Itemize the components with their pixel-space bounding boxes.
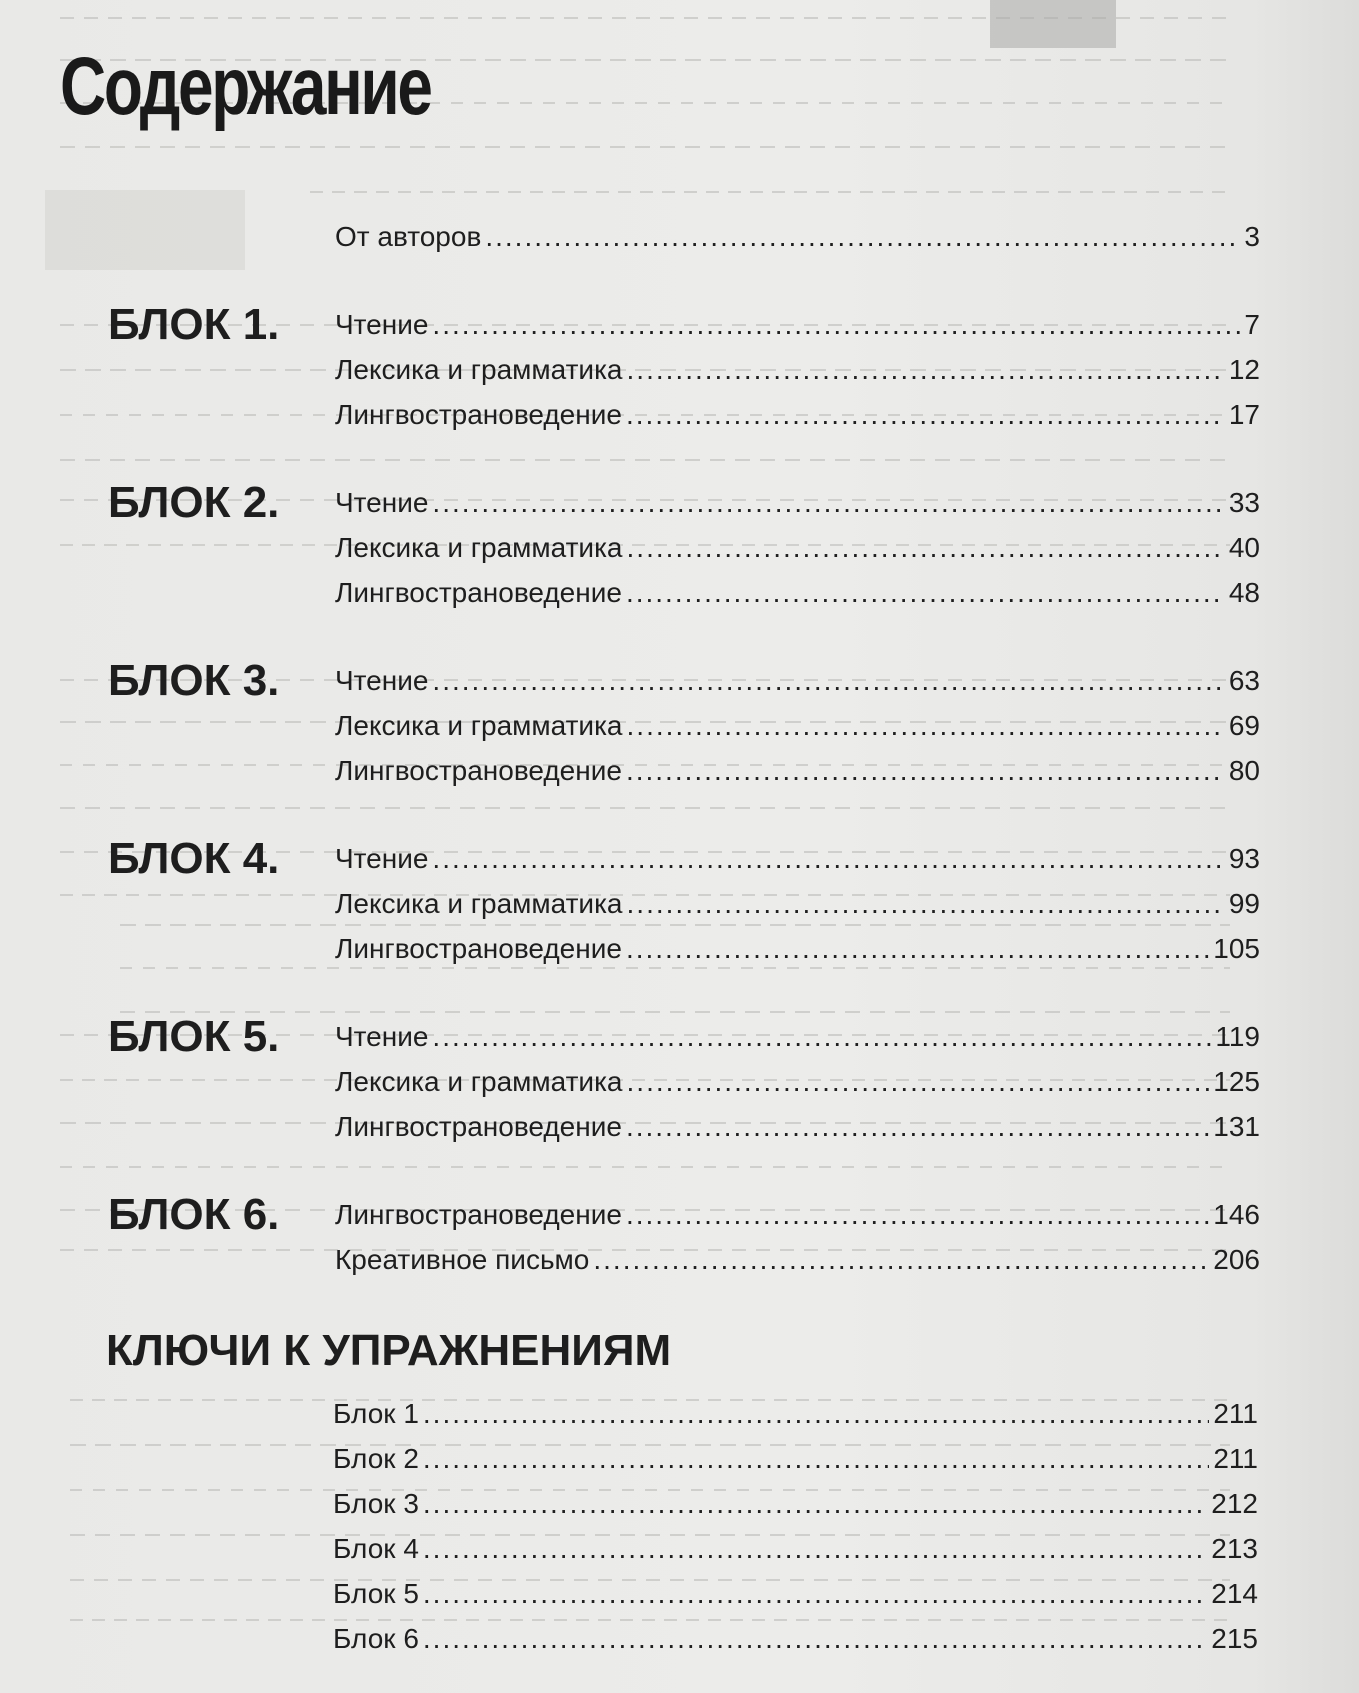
dot-leader	[432, 1021, 1211, 1053]
toc-page-number: 80	[1228, 755, 1260, 786]
toc-entry-label: Чтение	[335, 309, 429, 340]
toc-entry-label: Блок 2	[333, 1443, 419, 1474]
toc-entry	[333, 1533, 1258, 1573]
toc-entry-label: Лингвострановедение	[335, 1199, 622, 1230]
toc-entry-label: Лингвострановедение	[335, 933, 622, 964]
block-3-heading: БЛОК 3.	[108, 656, 280, 705]
toc-entry	[335, 933, 1260, 973]
toc-page-number: 125	[1213, 1066, 1260, 1097]
dot-leader	[485, 221, 1240, 253]
toc-entry	[333, 1488, 1258, 1528]
toc-entry	[335, 1021, 1260, 1061]
toc-entry-label: Блок 1	[333, 1398, 419, 1429]
toc-entry-label: Чтение	[335, 665, 429, 696]
toc-entry-label: Лексика и грамматика	[335, 710, 623, 741]
toc-entry	[335, 487, 1260, 527]
dot-leader	[593, 1244, 1209, 1276]
toc-page-number: 146	[1213, 1199, 1260, 1230]
toc-entry-label: Чтение	[335, 487, 429, 518]
toc-entry	[335, 309, 1260, 349]
toc-entry	[335, 532, 1260, 572]
dot-leader	[627, 888, 1225, 920]
toc-entry	[335, 665, 1260, 705]
toc-entry-label: Креативное письмо	[335, 1244, 590, 1275]
toc-entry-label: Лексика и грамматика	[335, 532, 623, 563]
toc-entry	[335, 399, 1260, 439]
toc-entry-intro	[335, 221, 1260, 261]
toc-page-number: 99	[1228, 888, 1260, 919]
toc-entry	[335, 755, 1260, 795]
toc-page-number: 63	[1228, 665, 1260, 696]
toc-entry-label: Лексика и грамматика	[335, 888, 623, 919]
toc-entry-label: Блок 4	[333, 1533, 419, 1564]
toc-entry-label: Лингвострановедение	[335, 577, 622, 608]
toc-entry	[335, 354, 1260, 394]
toc-entry	[335, 888, 1260, 928]
block-2-heading: БЛОК 2.	[108, 478, 280, 527]
dot-leader	[423, 1398, 1209, 1430]
toc-entry-label: Блок 6	[333, 1623, 419, 1654]
toc-entry-label: Лексика и грамматика	[335, 354, 623, 385]
block-1-heading: БЛОК 1.	[108, 300, 280, 349]
dot-leader	[626, 1199, 1209, 1231]
toc-page-number: 33	[1228, 487, 1260, 518]
toc-entry	[335, 1244, 1260, 1284]
dot-leader	[423, 1578, 1207, 1610]
toc-page-number: 215	[1211, 1623, 1258, 1654]
toc-entry	[335, 577, 1260, 617]
dot-leader	[626, 755, 1225, 787]
toc-page-number: 214	[1211, 1578, 1258, 1609]
page-title: Содержание	[60, 41, 431, 132]
toc-entry	[335, 1066, 1260, 1106]
toc-entry	[333, 1443, 1258, 1483]
dot-leader	[432, 309, 1240, 341]
toc-page-number: 212	[1211, 1488, 1258, 1519]
toc-entry-label: Блок 3	[333, 1488, 419, 1519]
toc-entry	[333, 1578, 1258, 1618]
dot-leader	[626, 1111, 1209, 1143]
toc-page-number: 40	[1228, 532, 1260, 563]
toc-entry-label: Лингвострановедение	[335, 399, 622, 430]
toc-page-number: 119	[1215, 1021, 1260, 1052]
printed-corner-box	[990, 0, 1116, 48]
toc-page-number: 69	[1228, 710, 1260, 741]
dot-leader	[432, 843, 1224, 875]
toc-page-number: 105	[1213, 933, 1260, 964]
dot-leader	[423, 1443, 1209, 1475]
dot-leader	[626, 399, 1225, 431]
dot-leader	[627, 710, 1225, 742]
toc-page-number: 7	[1244, 309, 1260, 340]
dot-leader	[432, 665, 1224, 697]
block-5-heading: БЛОК 5.	[108, 1012, 280, 1061]
toc-page-number: 213	[1211, 1533, 1258, 1564]
block-4-heading: БЛОК 4.	[108, 834, 280, 883]
dot-leader	[627, 1066, 1210, 1098]
toc-entry-label: Блок 5	[333, 1578, 419, 1609]
dot-leader	[423, 1488, 1207, 1520]
toc-page-number: 131	[1213, 1111, 1260, 1142]
toc-page-number: 211	[1213, 1398, 1258, 1429]
toc-page-number: 211	[1213, 1443, 1258, 1474]
dot-leader	[627, 532, 1225, 564]
toc-entry-label: Лексика и грамматика	[335, 1066, 623, 1097]
toc-entry	[335, 1199, 1260, 1239]
toc-entry	[335, 1111, 1260, 1151]
toc-entry	[333, 1623, 1258, 1663]
toc-entry	[335, 710, 1260, 750]
dot-leader	[423, 1533, 1207, 1565]
dot-leader	[423, 1623, 1207, 1655]
dot-leader	[432, 487, 1224, 519]
toc-page-number: 93	[1228, 843, 1260, 874]
toc-page-number: 48	[1228, 577, 1260, 608]
block-6-heading: БЛОК 6.	[108, 1190, 280, 1239]
toc-page-number: 3	[1244, 221, 1260, 252]
toc-entry	[333, 1398, 1258, 1438]
dot-leader	[627, 354, 1225, 386]
toc-entry-label: Лингвострановедение	[335, 1111, 622, 1142]
toc-page-number: 17	[1228, 399, 1260, 430]
toc-entry	[335, 843, 1260, 883]
toc-entry-label: Чтение	[335, 843, 429, 874]
toc-page-number: 206	[1213, 1244, 1260, 1275]
toc-entry-label: От авторов	[335, 221, 482, 252]
answer-keys-heading: КЛЮЧИ К УПРАЖНЕНИЯМ	[106, 1326, 672, 1375]
toc-page-number: 12	[1228, 354, 1260, 385]
toc-entry-label: Чтение	[335, 1021, 429, 1052]
toc-entry-label: Лингвострановедение	[335, 755, 622, 786]
dot-leader	[626, 933, 1209, 965]
dot-leader	[626, 577, 1225, 609]
